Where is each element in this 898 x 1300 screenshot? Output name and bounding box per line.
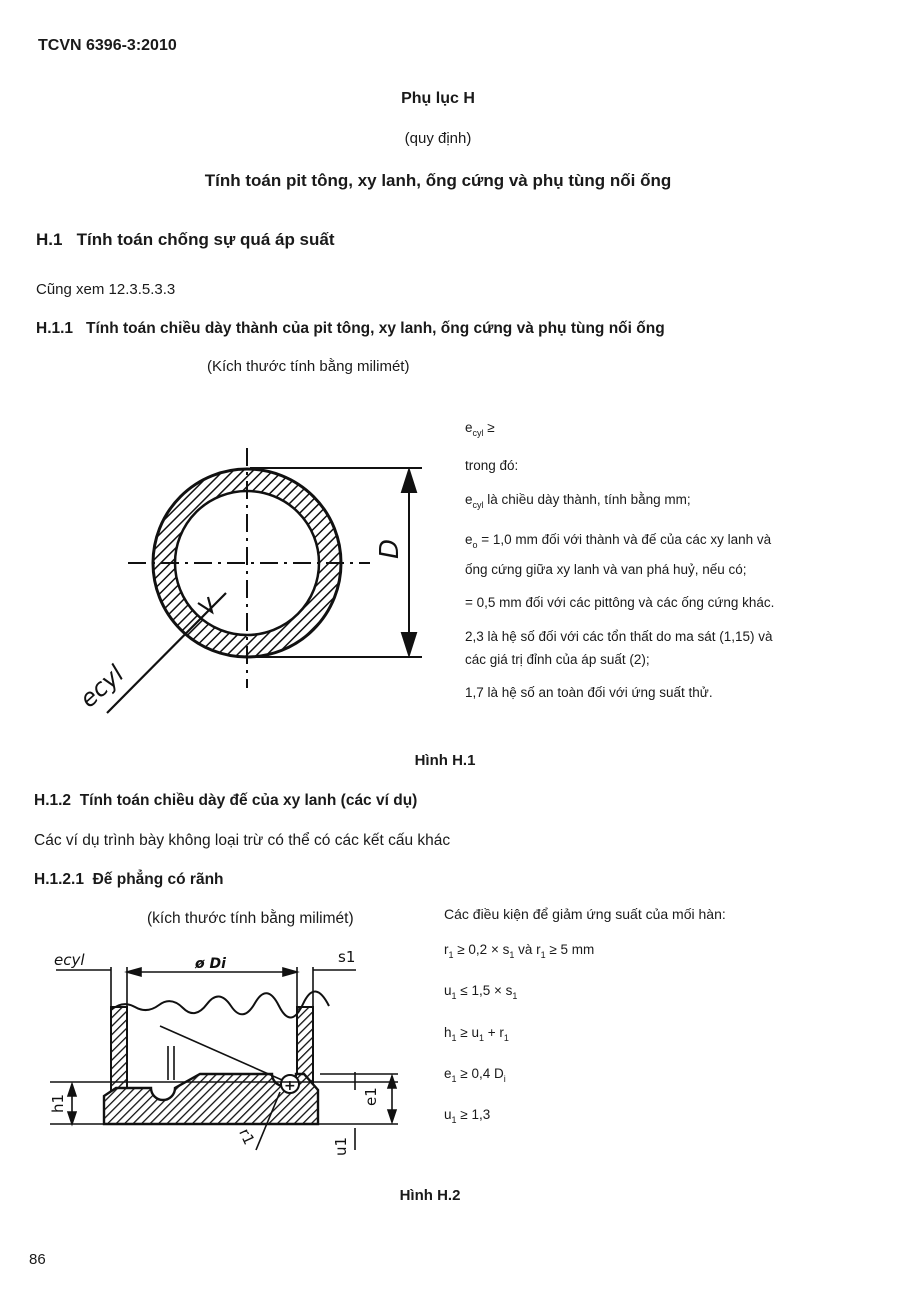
definition-text: = 1,0 mm đối với thành và đế của các xy lanh và: [477, 532, 772, 547]
label-s1: s1: [338, 948, 356, 966]
figure-h1-caption: Hình H.1: [414, 752, 476, 769]
text: ≥ 5 mm: [545, 942, 595, 957]
label-ecyl: ecyl: [54, 951, 85, 969]
symbol: u: [444, 983, 452, 998]
label-u1: u1: [332, 1136, 350, 1156]
definition-factor-23: 2,3 là hệ số đối với các tổn thất do ma sát (1,15) và: [465, 629, 773, 644]
conditions-title: Các điều kiện để giảm ứng suất của mối hàn:: [444, 906, 726, 922]
annex-note: (quy định): [404, 130, 472, 147]
annex-subtitle: Tính toán pit tông, xy lanh, ống cứng và phụ tùng nối ống: [204, 171, 672, 190]
condition-e1: [444, 1066, 506, 1084]
subscript: 1: [509, 950, 515, 960]
label-plus: +: [284, 1078, 296, 1094]
units-note: (Kích thước tính bằng milimét): [207, 358, 410, 375]
label-D: D: [375, 538, 405, 559]
section-number: H.1.1: [36, 320, 74, 337]
relation: ≥: [483, 420, 495, 435]
symbol-e: e: [465, 532, 473, 547]
symbol: r: [444, 942, 449, 957]
definition-eo-alt: = 0,5 mm đối với các pittông và các ống cứng khác.: [465, 595, 775, 610]
subscript: 1: [451, 1074, 457, 1084]
text: ≥ 0,2 × s: [453, 942, 510, 957]
symbol: h: [444, 1025, 452, 1040]
condition-u1-min: [444, 1107, 490, 1125]
label-ecyl: ecyl: [74, 659, 130, 714]
subscript: i: [503, 1074, 506, 1084]
condition-r1: [444, 942, 594, 960]
section-number: H.1: [36, 230, 63, 249]
condition-u1: [444, 983, 517, 1001]
symbol-e: e: [465, 492, 473, 507]
label-di: ø Di: [195, 956, 226, 972]
section-number: H.1.2.1: [34, 871, 84, 888]
subscript: 1: [451, 1033, 457, 1043]
examples-text: Các ví dụ trình bày không loại trừ có thể có các kết cấu khác: [34, 832, 451, 849]
label-e1: e1: [362, 1087, 380, 1106]
text: + r: [483, 1025, 504, 1040]
definition-eo-cont: ống cứng giữa xy lanh và van phá huỷ, nếu có;: [465, 562, 747, 577]
label-r1: r1: [235, 1125, 259, 1148]
condition-h1: [444, 1025, 509, 1043]
subscript: o: [472, 540, 478, 550]
figure-h2-caption: Hình H.2: [399, 1187, 461, 1204]
text: ≥ 1,3: [456, 1107, 491, 1122]
section-title: Tính toán chống sự quá áp suất: [76, 230, 335, 249]
text: ≤ 1,5 × s: [456, 983, 513, 998]
symbol: e: [444, 1066, 452, 1081]
definition-factor-17: 1,7 là hệ số an toàn đối với ứng suất thử.: [465, 685, 713, 700]
subscript: cyl: [472, 500, 484, 510]
subscript: 1: [540, 950, 546, 960]
text: ≥ 0,4 D: [456, 1066, 504, 1081]
subscript: cyl: [472, 428, 484, 438]
subscript: 1: [512, 991, 518, 1001]
units-note: (kích thước tính bằng milimét): [147, 910, 354, 927]
annex-title: Phụ lục H: [401, 90, 475, 107]
subscript: 1: [448, 950, 454, 960]
subscript: 1: [451, 991, 457, 1001]
subscript: 1: [451, 1115, 457, 1125]
section-title: Tính toán chiều dày thành của pit tông, xy lanh, ống cứng và phụ tùng nối ống: [85, 320, 665, 337]
page-number: 86: [29, 1251, 46, 1268]
symbol: u: [444, 1107, 452, 1122]
section-title: Đế phẳng có rãnh: [92, 871, 224, 888]
section-number: H.1.2: [34, 792, 72, 809]
definition-text: là chiều dày thành, tính bằng mm;: [483, 492, 691, 507]
see-also-text: Cũng xem 12.3.5.3.3: [36, 281, 176, 298]
section-title: Tính toán chiều dày đế của xy lanh (các ví dụ): [79, 792, 418, 809]
subscript: 1: [503, 1033, 509, 1043]
document-code: TCVN 6396-3:2010: [38, 37, 177, 54]
symbol-e: e: [465, 420, 473, 435]
label-h1: h1: [49, 1093, 67, 1113]
where-text: trong đó:: [465, 458, 519, 473]
definition-factor-23-cont: các giá trị đỉnh của áp suất (2);: [465, 652, 650, 667]
subscript: 1: [478, 1033, 484, 1043]
text: ≥ u: [456, 1025, 479, 1040]
text: và r: [514, 942, 541, 957]
